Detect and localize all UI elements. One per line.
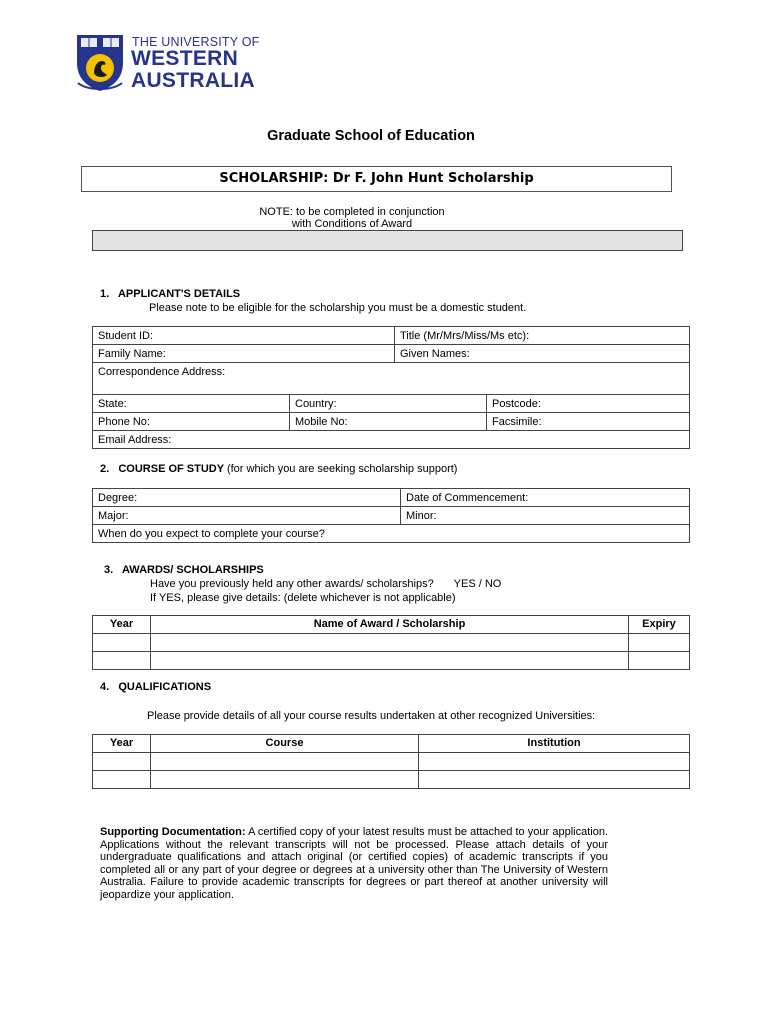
given-names-field[interactable]: Given Names:	[395, 345, 690, 363]
degree-field[interactable]: Degree:	[93, 489, 401, 507]
yes-no-option[interactable]: YES / NO	[453, 578, 502, 590]
postcode-field[interactable]: Postcode:	[487, 395, 690, 413]
section3-number: 3.	[104, 564, 114, 576]
qualifications-course-cell[interactable]	[151, 771, 419, 789]
awards-name-cell[interactable]	[151, 652, 629, 670]
awards-expiry-cell[interactable]	[629, 634, 690, 652]
school-title: Graduate School of Education	[267, 128, 475, 144]
major-field[interactable]: Major:	[93, 507, 401, 525]
section3-heading	[104, 564, 264, 576]
minor-field[interactable]: Minor:	[401, 507, 690, 525]
qualifications-year-cell[interactable]	[93, 753, 151, 771]
table-row	[93, 634, 690, 652]
phone-field[interactable]: Phone No:	[93, 413, 290, 431]
table-row	[93, 753, 690, 771]
state-field[interactable]: State:	[93, 395, 290, 413]
section3-question	[150, 578, 501, 590]
section2-title-note: (for which you are seeking scholarship support)	[226, 463, 458, 475]
section4-heading	[100, 681, 211, 693]
qualifications-institution-cell[interactable]	[419, 771, 690, 789]
logo-line-small: THE UNIVERSITY OF	[132, 35, 260, 49]
qualifications-institution-cell[interactable]	[419, 753, 690, 771]
completion-field[interactable]: When do you expect to complete your course?	[93, 525, 690, 543]
qualifications-header-institution: Institution	[419, 735, 690, 753]
section4-number: 4.	[100, 681, 110, 693]
note-line-2: with Conditions of Award	[291, 218, 413, 230]
awards-header-year: Year	[93, 616, 151, 634]
email-field[interactable]: Email Address:	[93, 431, 690, 449]
supporting-text: A certified copy of your latest results must be attached to your application. Applications without the relevant transcripts will not be processed. Please attach details of your undergraduate qualifications and attach original (or certified copies) of academic transcripts if you completed all or any part of your degree or degrees at a university other than The University of Western Australia. Failure to provide academic transcripts for degrees or part thereof at another university will jeopardize your application.	[100, 826, 608, 901]
section1-subtitle: Please note to be eligible for the scholarship you must be a domestic student.	[149, 302, 527, 314]
country-field[interactable]: Country:	[290, 395, 487, 413]
awards-year-cell[interactable]	[93, 652, 151, 670]
address-field[interactable]: Correspondence Address:	[93, 363, 690, 395]
student-id-field[interactable]: Student ID:	[93, 327, 395, 345]
qualifications-course-cell[interactable]	[151, 753, 419, 771]
applicant-contact-table	[92, 394, 690, 449]
qualifications-table	[92, 734, 690, 789]
awards-table	[92, 615, 690, 670]
section2-number: 2.	[100, 463, 110, 475]
awards-header-expiry: Expiry	[629, 616, 690, 634]
applicant-details-table	[92, 326, 690, 395]
awards-name-cell[interactable]	[151, 634, 629, 652]
title-field[interactable]: Title (Mr/Mrs/Miss/Ms etc):	[395, 327, 690, 345]
mobile-field[interactable]: Mobile No:	[290, 413, 487, 431]
university-logo	[74, 33, 264, 95]
supporting-label: Supporting Documentation:	[100, 826, 246, 838]
section4-subtitle: Please provide details of all your course results undertaken at other recognized Universities:	[147, 710, 596, 722]
qualifications-header-year: Year	[93, 735, 151, 753]
scholarship-title: SCHOLARSHIP: Dr F. John Hunt Scholarship	[81, 166, 672, 192]
awards-question: Have you previously held any other awards/ scholarships?	[150, 578, 434, 590]
section2-title: COURSE OF STUDY	[118, 463, 224, 475]
table-row	[93, 771, 690, 789]
office-use-bar[interactable]	[92, 230, 683, 251]
supporting-documentation	[100, 826, 608, 901]
section3-if-yes: If YES, please give details: (delete whichever is not applicable)	[150, 592, 456, 604]
logo-line-australia: AUSTRALIA	[131, 69, 256, 92]
facsimile-field[interactable]: Facsimile:	[487, 413, 690, 431]
section4-title: QUALIFICATIONS	[118, 681, 212, 693]
note-line-1: NOTE: to be completed in conjunction	[259, 206, 445, 218]
qualifications-year-cell[interactable]	[93, 771, 151, 789]
section3-title: AWARDS/ SCHOLARSHIPS	[121, 564, 264, 576]
awards-expiry-cell[interactable]	[629, 652, 690, 670]
university-crest-icon	[74, 33, 126, 93]
table-row	[93, 652, 690, 670]
section1-heading	[100, 288, 240, 300]
family-name-field[interactable]: Family Name:	[93, 345, 395, 363]
course-of-study-table	[92, 488, 690, 543]
section2-heading	[100, 463, 457, 475]
commencement-field[interactable]: Date of Commencement:	[401, 489, 690, 507]
awards-year-cell[interactable]	[93, 634, 151, 652]
qualifications-header-course: Course	[151, 735, 419, 753]
section1-title: APPLICANT'S DETAILS	[117, 288, 241, 300]
section1-number: 1.	[100, 288, 110, 300]
note	[190, 206, 514, 230]
awards-header-name: Name of Award / Scholarship	[151, 616, 629, 634]
logo-line-western: WESTERN	[131, 47, 239, 70]
